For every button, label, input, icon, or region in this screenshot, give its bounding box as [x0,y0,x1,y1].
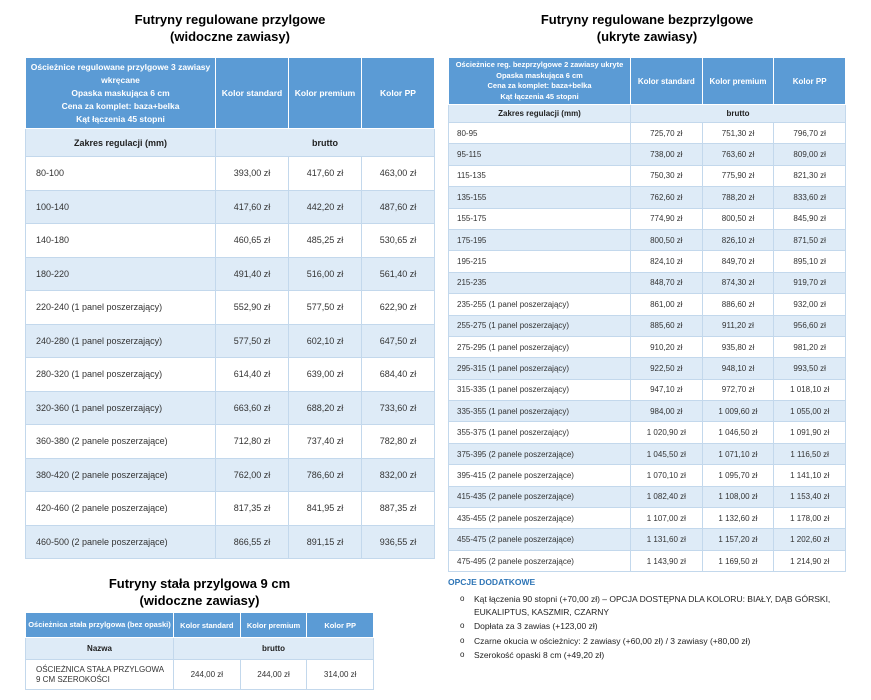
range-cell: 375-395 (2 panele poszerzające) [449,443,631,464]
price-cell: 463,00 zł [362,157,435,191]
price-cell: 561,40 zł [362,257,435,291]
price-cell: 972,70 zł [702,379,774,400]
price-cell: 936,55 zł [362,525,435,559]
price-cell: 577,50 zł [216,324,289,358]
price-cell: 750,30 zł [631,165,703,186]
option-item [448,635,852,648]
table-row [26,492,435,526]
column-header: Kolor standard [216,58,289,129]
price-cell: 891,15 zł [289,525,362,559]
price-cell: 491,40 zł [216,257,289,291]
price-cell: 871,50 zł [774,229,846,250]
price-cell: 684,40 zł [362,358,435,392]
table-row [26,324,435,358]
price-cell: 1 009,60 zł [702,401,774,422]
price-cell: 886,60 zł [702,294,774,315]
price-cell: 1 055,00 zł [774,401,846,422]
range-cell: 95-115 [449,144,631,165]
range-cell: 80-100 [26,157,216,191]
price-cell: 639,00 zł [289,358,362,392]
table-row [26,425,435,459]
range-cell: 415-435 (2 panele poszerzające) [449,486,631,507]
price-cell: 1 132,60 zł [702,508,774,529]
price-cell: 552,90 zł [216,291,289,325]
range-cell: 455-475 (2 panele poszerzające) [449,529,631,550]
column-header: Kolor PP [307,613,374,638]
additional-options-heading: OPCJE DODATKOWE [448,577,536,587]
table-row [26,525,435,559]
price-cell: 647,50 zł [362,324,435,358]
price-cell: 981,20 zł [774,336,846,357]
price-cell: 845,90 zł [774,208,846,229]
table-description-line: Kąt łączenia 45 stopni [500,91,579,101]
table-row [449,229,846,250]
table-description-line: Ościeżnice regulowane przylgowe 3 zawiasy wkręcane [30,61,211,85]
price-cell: 1 045,50 zł [631,443,703,464]
table-row [449,465,846,486]
table-header-row [26,58,435,129]
price-cell: 887,35 zł [362,492,435,526]
subheader-row [26,638,374,660]
column-header: Kolor premium [289,58,362,129]
range-cell: 135-155 [449,187,631,208]
range-cell: 115-135 [449,165,631,186]
price-cell: 663,60 zł [216,391,289,425]
price-cell: 993,50 zł [774,358,846,379]
table-description-line: Cena za komplet: baza+belka [487,81,592,90]
subheader-row [449,105,846,123]
price-cell: 763,60 zł [702,144,774,165]
table-description-cell [26,613,174,638]
table-header-row [26,613,374,638]
pricing-table [448,57,846,572]
table-row [26,358,435,392]
left-table-title [25,12,435,45]
price-cell: 826,10 zł [702,229,774,250]
table-row [449,401,846,422]
bullet-icon: o [460,650,465,659]
table-row [449,144,846,165]
price-cell: 919,70 zł [774,272,846,293]
price-cell: 417,60 zł [216,190,289,224]
price-cell: 314,00 zł [307,660,374,690]
price-cell: 393,00 zł [216,157,289,191]
table-row [449,508,846,529]
pricing-table [25,612,374,690]
table-row [449,272,846,293]
price-cell: 848,70 zł [631,272,703,293]
table-row [449,379,846,400]
price-cell: 1 153,40 zł [774,486,846,507]
price-cell: 788,20 zł [702,187,774,208]
price-cell: 1 116,50 zł [774,443,846,464]
column-header: Kolor premium [240,613,307,638]
fixed-table-title-line1: Futryny stała przylgowa 9 cm [108,576,291,591]
range-cell: 335-355 (1 panel poszerzający) [449,401,631,422]
table-futryny-regulowane-bezprzylgowe [448,57,846,572]
price-cell: 774,90 zł [631,208,703,229]
price-cell: 866,55 zł [216,525,289,559]
table-row [449,422,846,443]
table-description-cell [26,58,216,129]
table-row [449,187,846,208]
price-cell: 922,50 zł [631,358,703,379]
additional-options-list [448,593,852,662]
table-row [449,550,846,571]
range-cell: 315-335 (1 panel poszerzający) [449,379,631,400]
range-cell: 420-460 (2 panele poszerzające) [26,492,216,526]
price-cell: 530,65 zł [362,224,435,258]
option-text: Szerokość opaski 8 cm (+49,20 zł) [474,650,605,660]
range-cell: 180-220 [26,257,216,291]
table-row [449,443,846,464]
price-cell: 1 169,50 zł [702,550,774,571]
price-cell: 935,80 zł [702,336,774,357]
range-cell: 280-320 (1 panel poszerzający) [26,358,216,392]
price-cell: 932,00 zł [774,294,846,315]
subheader-label: Zakres regulacji (mm) [449,105,631,123]
price-cell: 487,60 zł [362,190,435,224]
subheader-row [26,129,435,157]
price-cell: 948,10 zł [702,358,774,379]
table-description-line: Ościeżnice reg. bezprzylgowe 2 zawiasy ukryte [455,60,624,69]
table-row [449,315,846,336]
range-cell: 360-380 (2 panele poszerzające) [26,425,216,459]
subheader-brutto: brutto [216,129,435,157]
price-cell: 910,20 zł [631,336,703,357]
price-cell: 1 143,90 zł [631,550,703,571]
range-cell: 355-375 (1 panel poszerzający) [449,422,631,443]
price-cell: 800,50 zł [702,208,774,229]
table-description-line: Cena za komplet: baza+belka [61,100,180,111]
table-row [449,529,846,550]
column-header: Kolor PP [362,58,435,129]
price-cell: 1 046,50 zł [702,422,774,443]
price-cell: 796,70 zł [774,123,846,144]
price-cell: 809,00 zł [774,144,846,165]
range-cell: 475-495 (2 panele poszerzające) [449,550,631,571]
price-cell: 861,00 zł [631,294,703,315]
subheader-label: Zakres regulacji (mm) [26,129,216,157]
range-cell: 240-280 (1 panel poszerzający) [26,324,216,358]
right-table-title-line1: Futryny regulowane bezprzylgowe [540,12,754,27]
left-table-title-line2: (widoczne zawiasy) [170,28,290,44]
right-table-title-line2: (ukryte zawiasy) [596,28,698,44]
range-cell: 275-295 (1 panel poszerzający) [449,336,631,357]
additional-options-section [448,577,852,664]
table-row [26,391,435,425]
price-cell: 1 107,00 zł [631,508,703,529]
table-description-line: Opaska maskująca 6 cm [71,87,170,98]
option-text: Czarne okucia w ościeżnicy: 2 zawiasy (+60,00 zł) / 3 zawiasy (+80,00 zł) [474,635,751,646]
range-cell: 435-455 (2 panele poszerzające) [449,508,631,529]
table-row [449,294,846,315]
range-cell: 235-255 (1 panel poszerzający) [449,294,631,315]
option-item [448,649,852,662]
price-cell: 614,40 zł [216,358,289,392]
price-cell: 1 070,10 zł [631,465,703,486]
price-cell: 1 157,20 zł [702,529,774,550]
price-cell: 725,70 zł [631,123,703,144]
column-header: Kolor standard [631,58,703,105]
table-futryny-regulowane-przylgowe [25,57,435,559]
price-cell: 832,00 zł [362,458,435,492]
price-cell: 712,80 zł [216,425,289,459]
price-cell: 762,00 zł [216,458,289,492]
table-description-line: Opaska maskująca 6 cm [496,70,583,80]
price-cell: 417,60 zł [289,157,362,191]
price-cell: 1 091,90 zł [774,422,846,443]
bullet-icon: o [460,594,465,603]
range-cell: 320-360 (1 panel poszerzający) [26,391,216,425]
bullet-icon: o [460,635,465,645]
price-cell: 817,35 zł [216,492,289,526]
table-description-cell [449,58,631,105]
table-row [449,486,846,507]
price-cell: 762,60 zł [631,187,703,208]
subheader-brutto: brutto [174,638,374,660]
price-cell: 885,60 zł [631,315,703,336]
table-header-row [449,58,846,105]
price-cell: 244,00 zł [174,660,241,690]
price-cell: 622,90 zł [362,291,435,325]
price-cell: 1 202,60 zł [774,529,846,550]
column-header: Kolor standard [174,613,241,638]
price-cell: 1 131,60 zł [631,529,703,550]
range-cell: 460-500 (2 panele poszerzające) [26,525,216,559]
range-cell: 195-215 [449,251,631,272]
subheader-label: Nazwa [26,638,174,660]
price-cell: 1 018,10 zł [774,379,846,400]
price-cell: 737,40 zł [289,425,362,459]
left-table-title-line1: Futryny regulowane przylgowe [134,12,326,27]
price-cell: 956,60 zł [774,315,846,336]
price-cell: 733,60 zł [362,391,435,425]
price-cell: 1 141,10 zł [774,465,846,486]
table-row [449,251,846,272]
price-cell: 442,20 zł [289,190,362,224]
price-cell: 821,30 zł [774,165,846,186]
column-header: Kolor premium [702,58,774,105]
price-cell: 1 020,90 zł [631,422,703,443]
price-cell: 1 214,90 zł [774,550,846,571]
table-description-line: Ościeżnica stała przylgowa (bez opaski) [28,620,171,629]
price-cell: 833,60 zł [774,187,846,208]
option-item [448,593,852,618]
price-cell: 841,95 zł [289,492,362,526]
price-cell: 577,50 zł [289,291,362,325]
range-cell: 215-235 [449,272,631,293]
range-cell: 255-275 (1 panel poszerzający) [449,315,631,336]
price-cell: 911,20 zł [702,315,774,336]
range-cell: 100-140 [26,190,216,224]
table-row [449,208,846,229]
price-cell: 460,65 zł [216,224,289,258]
price-cell: 782,80 zł [362,425,435,459]
price-cell: 1 071,10 zł [702,443,774,464]
price-cell: 688,20 zł [289,391,362,425]
range-cell: OŚCIEŻNICA STAŁA PRZYLGOWA 9 CM SZEROKOŚCI [26,660,174,690]
range-cell: 80-95 [449,123,631,144]
table-row [449,165,846,186]
range-cell: 380-420 (2 panele poszerzające) [26,458,216,492]
table-futryny-stala-przylgowa [25,612,374,690]
price-cell: 1 082,40 zł [631,486,703,507]
bullet-icon: o [460,621,465,630]
price-cell: 516,00 zł [289,257,362,291]
price-cell: 1 178,00 zł [774,508,846,529]
price-cell: 984,00 zł [631,401,703,422]
price-cell: 786,60 zł [289,458,362,492]
price-cell: 602,10 zł [289,324,362,358]
price-cell: 738,00 zł [631,144,703,165]
price-cell: 874,30 zł [702,272,774,293]
price-cell: 824,10 zł [631,251,703,272]
table-row [26,157,435,191]
price-cell: 751,30 zł [702,123,774,144]
price-cell: 800,50 zł [631,229,703,250]
table-row [26,224,435,258]
price-cell: 485,25 zł [289,224,362,258]
table-description-line: Kąt łączenia 45 stopni [76,113,165,124]
price-cell: 947,10 zł [631,379,703,400]
option-text: Kąt łączenia 90 stopni (+70,00 zł) – OPCJA DOSTĘPNA DLA KOLORU: BIAŁY, DĄB GÓRSKI, EUKALIPTUS, KASZMIR, CZARNY [474,594,831,617]
subheader-brutto: brutto [631,105,846,123]
price-cell: 244,00 zł [240,660,307,690]
table-row [449,358,846,379]
range-cell: 155-175 [449,208,631,229]
range-cell: 220-240 (1 panel poszerzający) [26,291,216,325]
range-cell: 140-180 [26,224,216,258]
fixed-table-title [25,576,374,609]
table-row [26,660,374,690]
option-text: Dopłata za 3 zawias (+123,00 zł) [474,621,598,631]
column-header: Kolor PP [774,58,846,105]
option-item [448,620,852,633]
table-row [26,257,435,291]
table-row [26,458,435,492]
right-table-title [448,12,846,45]
range-cell: 395-415 (2 panele poszerzające) [449,465,631,486]
fixed-table-title-line2: (widoczne zawiasy) [139,592,260,608]
table-row [449,336,846,357]
pricing-table [25,57,435,559]
table-row [449,123,846,144]
price-cell: 1 108,00 zł [702,486,774,507]
range-cell: 295-315 (1 panel poszerzający) [449,358,631,379]
price-cell: 1 095,70 zł [702,465,774,486]
table-row [26,291,435,325]
price-cell: 895,10 zł [774,251,846,272]
price-cell: 849,70 zł [702,251,774,272]
range-cell: 175-195 [449,229,631,250]
table-row [26,190,435,224]
price-cell: 775,90 zł [702,165,774,186]
